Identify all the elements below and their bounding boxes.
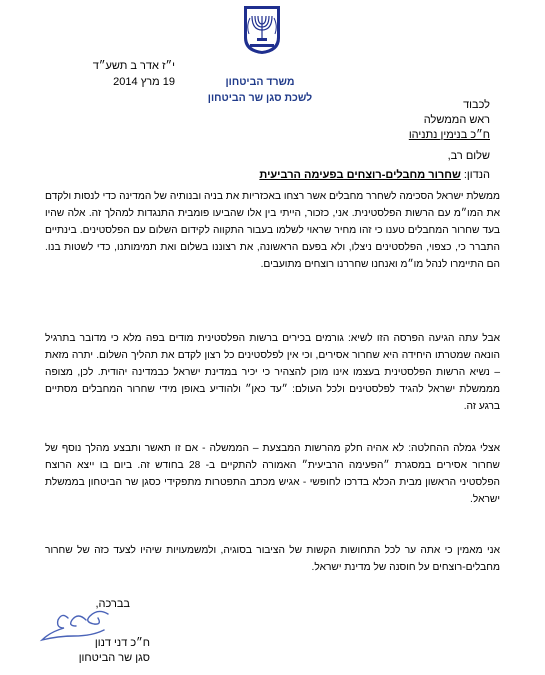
ministry-name: משרד הביטחון	[225, 76, 295, 88]
recipient-title: ראש הממשלה	[423, 114, 490, 126]
body-paragraph-1: ממשלת ישראל הסכימה לשחרר מחבלים אשר רצחו באכזריות את בניה ובנותיה של המדינה כדי לנסות ולקדם את המו״מ עם הרשות הפלסטינית. אני, כזכור, הייתי בין אלו שהביעו פומבית התנגדות למהלך זה. אלה שהיו בעד שחרור המחבלים טענו כי זהו מחיר שראוי לשלמו בעבור התקווה לקידום השלום עם הפלסטינים. בינתיים התברר כי, כצפוי, הפלסטינים ניצלו, ולא בפעם הראשונה, את רצוננו בשלום ואת תמימותנו, כדי לשטות בנו. הם התיימרו לנהל מו״מ ואנחנו שחררנו רוצחים מתועבים.	[45, 191, 500, 270]
subject-label: הנדון:	[463, 169, 490, 181]
greeting: שלום רב,	[447, 150, 490, 162]
signer-name: ח״כ דני דנון	[94, 637, 150, 649]
signer-title: סגן שר הביטחון	[78, 652, 150, 664]
office-name: לשכת סגן שר הביטחון	[207, 92, 313, 104]
date-hebrew: י״ז אדר ב תשע״ד	[92, 60, 175, 72]
recipient-block	[290, 98, 490, 143]
state-emblem-icon	[240, 4, 284, 56]
body-paragraph-4: אני מאמין כי אתה ער לכל התחושות הקשות של הציבור בסוגיה, ולמשמעויות שיהיו לצעד כזה של שחרור מחבלים-רוצחים על חוסנה של מדינת ישראל.	[45, 545, 500, 573]
body-paragraph-2: אבל עתה הגיעה הפרסה הזו לשיא: גורמים בכירים ברשות הפלסטינית מודים בפה מלא כי מדובר בתרגיל הונאה שמטרתו היחידה היא שחרור אסירים, וכי אין לפלסטינים כל רצון לקדם את תהליך השלום. יתרה מזאת – נשיא הרשות הפלסטינית בעצמו אינו מוכן להצהיר כי יכיר במדינת ישראל כבמדינה יהודית. לכן, מצופה מממשלת ישראל להגיד לפלסטינים ולכל העולם: ״עד כאן״ ולהודיע באופן מידי שחרור המחבלים מסתיים ברגע זה.	[45, 333, 500, 412]
signer-block	[40, 636, 150, 666]
recipient-name: ח״כ בנימין נתניהו	[408, 129, 490, 141]
subject-title: שחרור מחבלים-רוצחים בפעימה הרביעית	[259, 169, 461, 181]
date-block	[45, 58, 175, 90]
closing: בברכה,	[95, 598, 130, 610]
recipient-salutation: לכבוד	[463, 99, 490, 111]
body-paragraph-3: אצלי גמלה ההחלטה: לא אהיה חלק מהרשות המבצעת – הממשלה - אם זו תאשר ותבצע מהלך נוסף של שחרור אסירים במסגרת ״הפעימה הרביעית״ האמורה להתקיים ב- 28 בחודש זה. ביום בו ייצא הרוצח הפלסטיני הראשון מבית הכלא בדרכו לחופשי - אגיש מכתב התפטרות מתפקידי כסגן שר הביטחון בממשלת ישראל.	[45, 443, 500, 505]
date-gregorian: 19 מרץ 2014	[113, 76, 175, 88]
subject-line	[50, 169, 490, 181]
